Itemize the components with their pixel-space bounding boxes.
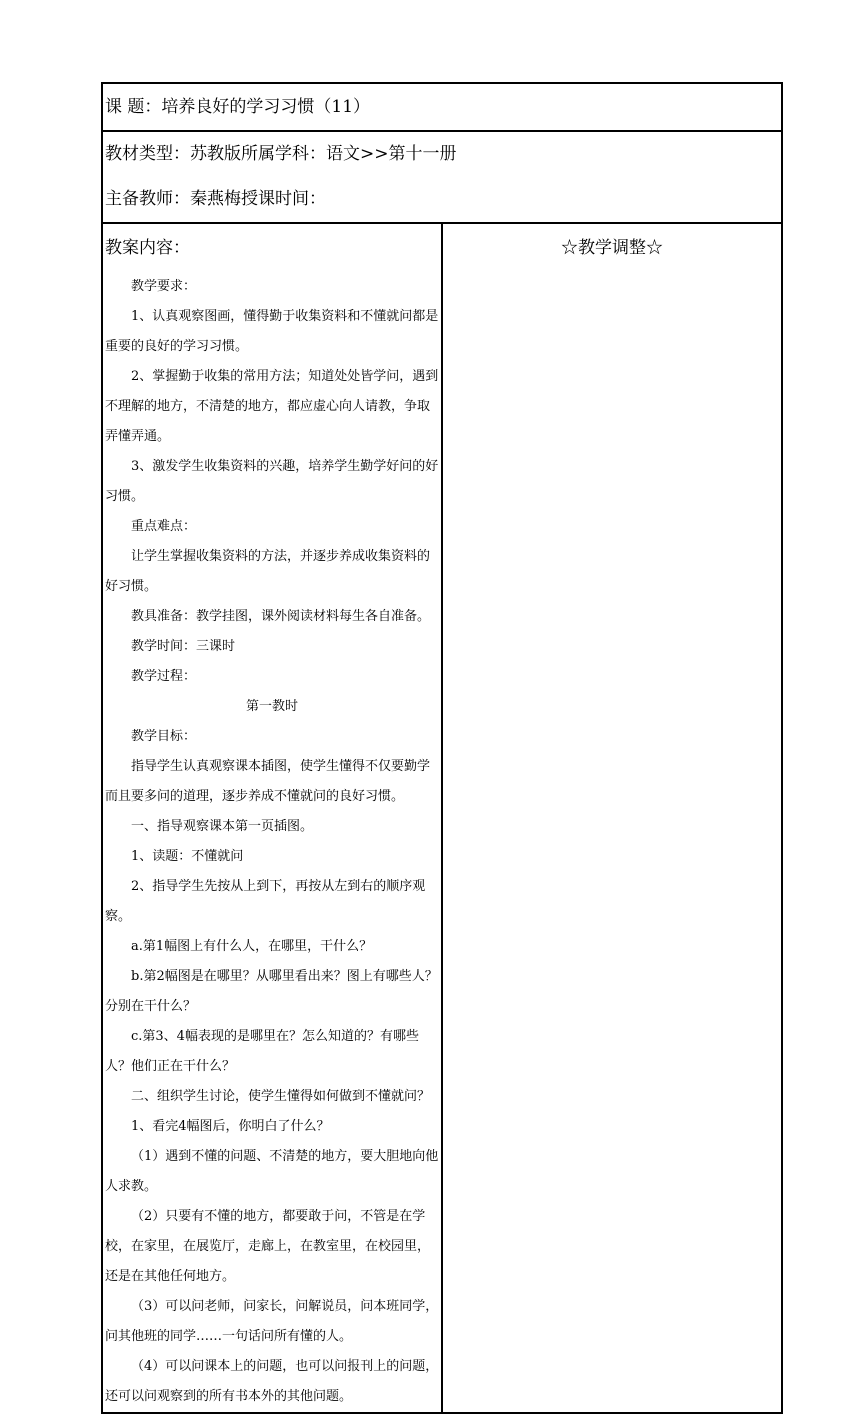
paragraph: 1、看完4幅图后，你明白了什么？ — [131, 1119, 330, 1134]
paragraph: 1、读题：不懂就问 — [131, 849, 244, 864]
lesson-info-cell — [102, 131, 782, 223]
paragraph: 教学过程： — [131, 669, 197, 684]
paragraph: 教学时间：三课时 — [131, 639, 236, 654]
paragraph: 1、认真观察图画，懂得勤于收集资料和不懂就问都是重要的良好的学习习惯。 — [105, 309, 439, 354]
paragraph: 3、激发学生收集资料的兴趣，培养学生勤学好问的好习惯。 — [105, 459, 439, 504]
adjustment-label: ☆教学调整☆ — [561, 238, 663, 258]
paragraph: （3）可以问老师，问家长，问解说员，问本班同学，问其他班的同学……一句话问所有懂的人。 — [105, 1299, 439, 1344]
paragraph: 指导学生认真观察课本插图，使学生懂得不仅要勤学而且要多问的道理，逐步养成不懂就问的良好习惯。 — [105, 759, 431, 804]
paragraph: 2、指导学生先按从上到下，再按从左到右的顺序观察。 — [105, 879, 426, 924]
paragraph: （2）只要有不懂的地方，都要敢于问，不管是在学校，在家里，在展览厅，走廊上，在教室里，在校园里，还是在其他任何地方。 — [105, 1209, 431, 1284]
teacher-info: 主备教师：秦燕梅授课时间： — [105, 189, 326, 209]
adjustment-cell — [442, 223, 782, 1413]
content-label: 教案内容： — [105, 238, 190, 258]
paragraph: （4）可以问课本上的问题，也可以问报刊上的问题，还可以问观察到的所有书本外的其他问题。 — [105, 1359, 439, 1404]
content-body — [103, 272, 441, 1412]
content-cell — [102, 223, 442, 1413]
paragraph: 二、组织学生讨论，使学生懂得如何做到不懂就问？ — [131, 1089, 431, 1104]
lesson-plan-page — [101, 82, 783, 1414]
lesson-title: 课 题：培养良好的学习习惯（11） — [102, 83, 782, 131]
paragraph: 2、掌握勤于收集的常用方法；知道处处皆学问，遇到不理解的地方，不清楚的地方，都应虚心向人请教，争取弄懂弄通。 — [105, 369, 439, 444]
paragraph: 教具准备：教学挂图，课外阅读材料每生各自准备。 — [131, 609, 431, 624]
lesson-plan-table — [101, 82, 783, 1414]
paragraph: a.第1幅图上有什么人，在哪里，干什么？ — [131, 939, 373, 954]
paragraph: 重点难点： — [131, 519, 197, 534]
material-info: 教材类型：苏教版所属学科：语文>>第十一册 — [105, 144, 457, 164]
paragraph: 让学生掌握收集资料的方法，并逐步养成收集资料的好习惯。 — [105, 549, 431, 594]
section-heading: 第一教时 — [245, 699, 298, 714]
paragraph: （1）遇到不懂的问题、不清楚的地方，要大胆地向他人求教。 — [105, 1149, 439, 1194]
paragraph: 教学要求： — [131, 279, 197, 294]
paragraph: 教学目标： — [131, 729, 197, 744]
paragraph: c.第3、4幅表现的是哪里在？怎么知道的？有哪些人？他们正在干什么？ — [105, 1029, 419, 1074]
paragraph: 一、指导观察课本第一页插图。 — [131, 819, 314, 834]
paragraph: b.第2幅图是在哪里？从哪里看出来？图上有哪些人？分别在干什么？ — [105, 969, 438, 1014]
